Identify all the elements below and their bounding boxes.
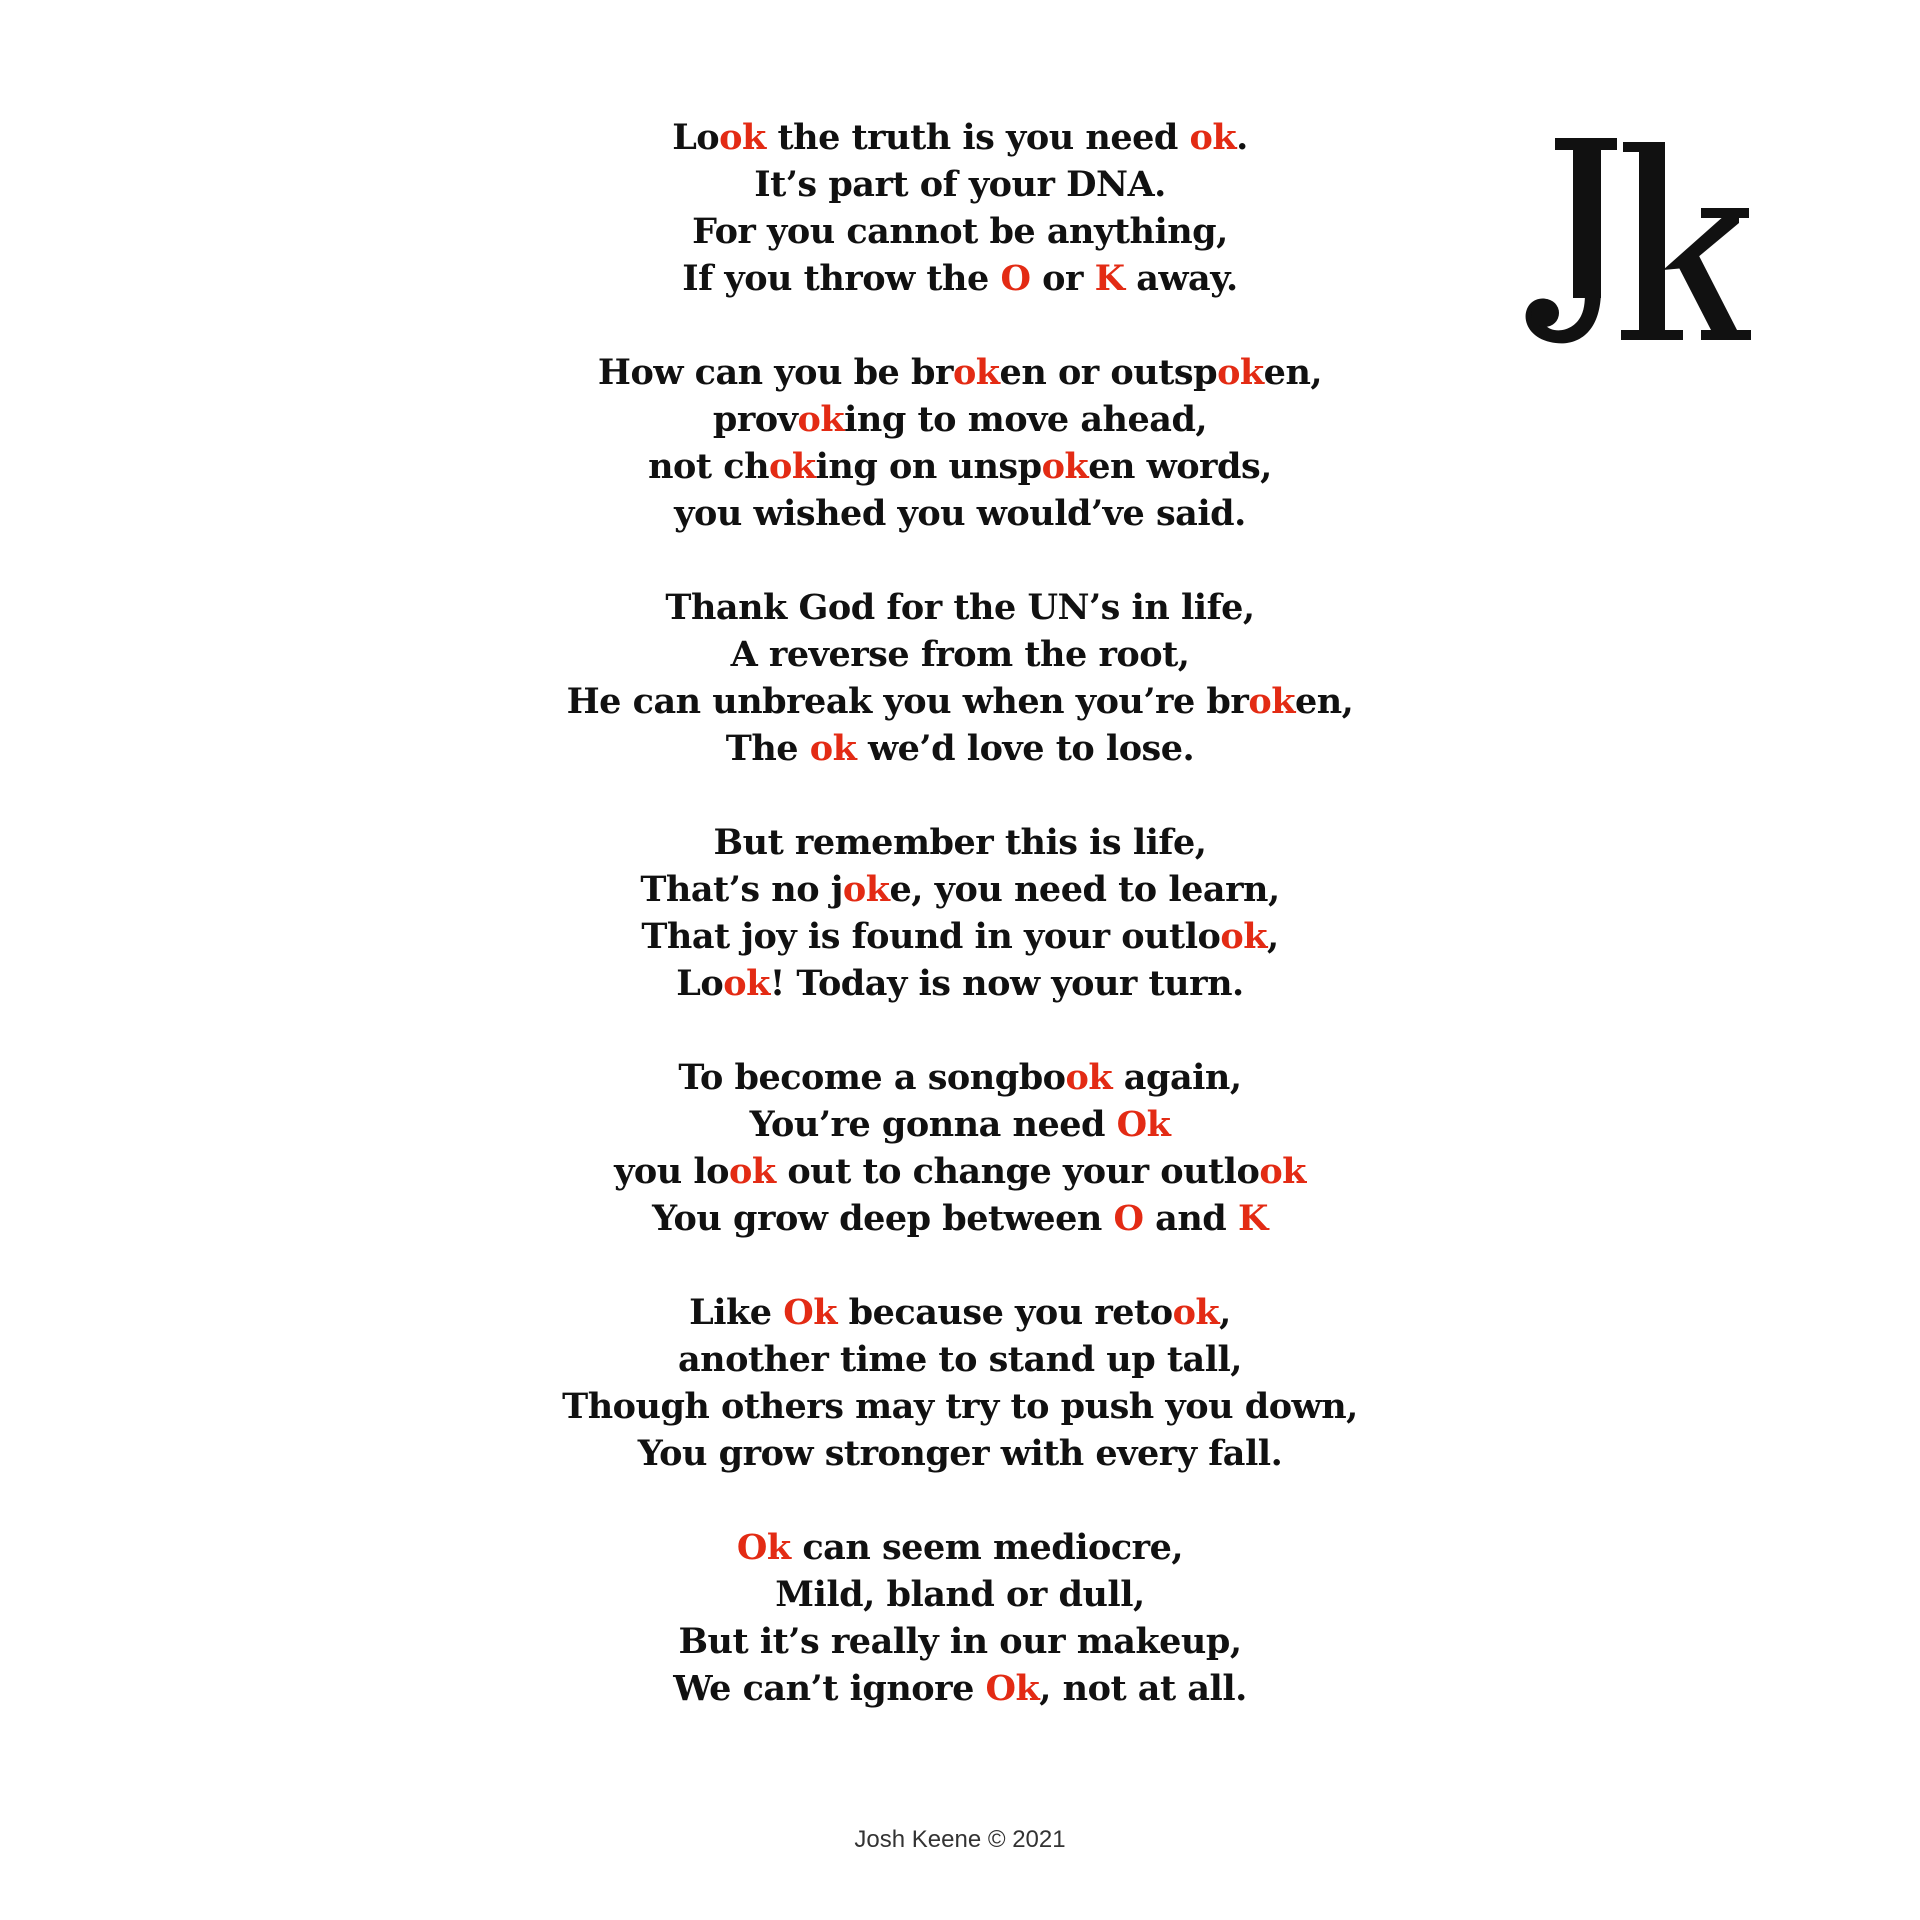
highlighted-ok: ok xyxy=(1220,916,1267,957)
line-text: prov xyxy=(712,399,798,440)
poem-line xyxy=(360,1101,1560,1148)
line-text: away. xyxy=(1124,258,1238,299)
highlighted-ok: Ok xyxy=(736,1527,791,1568)
poem-line xyxy=(360,584,1560,631)
poem-line xyxy=(360,349,1560,396)
line-text: en, xyxy=(1263,352,1323,393)
poem-line xyxy=(360,1383,1560,1430)
highlighted-ok: O xyxy=(1000,258,1031,299)
highlighted-ok: ok xyxy=(723,963,770,1004)
poem-line xyxy=(360,725,1560,772)
highlighted-ok: Ok xyxy=(783,1292,837,1333)
line-text: You grow stronger with every fall. xyxy=(637,1433,1283,1474)
line-text: again, xyxy=(1112,1057,1242,1098)
highlighted-ok: ok xyxy=(797,399,845,440)
stanza xyxy=(360,584,1560,772)
poem-line xyxy=(360,631,1560,678)
line-text: Though others may try to push you down, xyxy=(562,1386,1358,1427)
stanza xyxy=(360,1054,1560,1242)
poem-line xyxy=(360,443,1560,490)
line-text: Like xyxy=(689,1292,784,1333)
line-text: How can you be br xyxy=(597,352,953,393)
poem-line xyxy=(360,396,1560,443)
highlighted-ok: ok xyxy=(1217,352,1264,393)
line-text: Mild, bland or dull, xyxy=(775,1574,1145,1615)
highlighted-ok: ok xyxy=(842,869,890,910)
poem-line xyxy=(360,1524,1560,1571)
poem-line xyxy=(360,1571,1560,1618)
line-text: The xyxy=(725,728,810,769)
line-text: ing to move ahead, xyxy=(844,399,1208,440)
poem-line xyxy=(360,1054,1560,1101)
poem-line xyxy=(360,1195,1560,1242)
line-text: We can’t ignore xyxy=(673,1668,986,1709)
line-text: You grow deep between xyxy=(652,1198,1114,1239)
highlighted-ok: O xyxy=(1113,1198,1144,1239)
poem-line xyxy=(360,1336,1560,1383)
poem-line xyxy=(360,1148,1560,1195)
highlighted-ok: Ok xyxy=(985,1668,1040,1709)
line-text: ! Today is now your turn. xyxy=(769,963,1244,1004)
line-text: For you cannot be anything, xyxy=(692,211,1228,252)
highlighted-ok: ok xyxy=(769,446,816,487)
poem-line xyxy=(360,255,1560,302)
footer-credit: Josh Keene © 2021 xyxy=(854,1826,1066,1853)
line-text: you lo xyxy=(614,1151,730,1192)
highlighted-ok: ok xyxy=(719,117,766,158)
poem-line xyxy=(360,678,1560,725)
line-text: That joy is found in your outlo xyxy=(641,916,1221,957)
line-text: Thank God for the UN’s in life, xyxy=(665,587,1255,628)
line-text: you wished you would’ve said. xyxy=(674,493,1246,534)
stanza xyxy=(360,819,1560,1007)
line-text: not ch xyxy=(648,446,770,487)
stanza xyxy=(360,349,1560,537)
line-text: and xyxy=(1143,1198,1238,1239)
poem-line xyxy=(360,1618,1560,1665)
poem-line xyxy=(360,819,1560,866)
line-text: To become a songbo xyxy=(678,1057,1066,1098)
line-text: we’d love to lose. xyxy=(856,728,1195,769)
line-text: Lo xyxy=(672,117,720,158)
highlighted-ok: ok xyxy=(1189,117,1237,158)
line-text: the truth is you need xyxy=(765,117,1190,158)
poem-line xyxy=(360,114,1560,161)
stanza xyxy=(360,114,1560,302)
line-text: because you reto xyxy=(837,1292,1173,1333)
highlighted-ok: K xyxy=(1094,258,1125,299)
line-text: He can unbreak you when you’re br xyxy=(566,681,1249,722)
poem-line xyxy=(360,960,1560,1007)
highlighted-ok: ok xyxy=(952,352,1000,393)
poem-line xyxy=(360,1665,1560,1712)
highlighted-ok: ok xyxy=(1248,681,1295,722)
highlighted-ok: K xyxy=(1237,1198,1268,1239)
line-text: If you throw the xyxy=(682,258,1001,299)
poem-text xyxy=(360,114,1560,1759)
line-text: That’s no j xyxy=(640,869,843,910)
highlighted-ok: ok xyxy=(1259,1151,1306,1192)
poem-line xyxy=(360,913,1560,960)
line-text: Lo xyxy=(676,963,724,1004)
line-text: , xyxy=(1219,1292,1231,1333)
line-text: , not at all. xyxy=(1039,1668,1247,1709)
poem-line xyxy=(360,1430,1560,1477)
highlighted-ok: Ok xyxy=(1116,1104,1171,1145)
highlighted-ok: ok xyxy=(1041,446,1089,487)
line-text: But it’s really in our makeup, xyxy=(678,1621,1242,1662)
line-text: or xyxy=(1030,258,1095,299)
highlighted-ok: ok xyxy=(1172,1292,1220,1333)
line-text: A reverse from the root, xyxy=(730,634,1190,675)
line-text: en or outsp xyxy=(999,352,1218,393)
line-text: e, you need to learn, xyxy=(889,869,1280,910)
poem-line xyxy=(360,161,1560,208)
line-text: It’s part of your DNA. xyxy=(754,164,1166,205)
line-text: out to change your outlo xyxy=(775,1151,1260,1192)
poem-line xyxy=(360,1289,1560,1336)
line-text: another time to stand up tall, xyxy=(677,1339,1242,1380)
line-text: . xyxy=(1236,117,1248,158)
line-text: , xyxy=(1266,916,1279,957)
stanza xyxy=(360,1289,1560,1477)
poem-line xyxy=(360,866,1560,913)
poem-line xyxy=(360,208,1560,255)
line-text: You’re gonna need xyxy=(749,1104,1117,1145)
highlighted-ok: ok xyxy=(729,1151,776,1192)
line-text: en words, xyxy=(1088,446,1272,487)
highlighted-ok: ok xyxy=(1065,1057,1113,1098)
line-text: But remember this is life, xyxy=(713,822,1207,863)
line-text: ing on unsp xyxy=(815,446,1042,487)
stanza xyxy=(360,1524,1560,1712)
line-text: can seem mediocre, xyxy=(790,1527,1184,1568)
poem-line xyxy=(360,490,1560,537)
line-text: en, xyxy=(1294,681,1354,722)
highlighted-ok: ok xyxy=(809,728,857,769)
